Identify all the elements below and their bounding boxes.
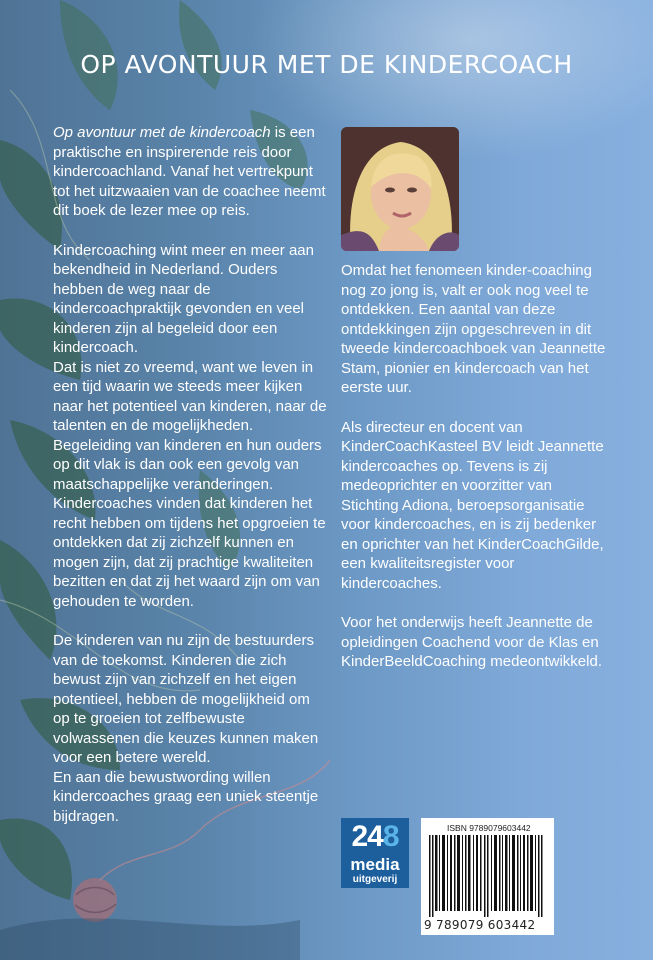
paragraph-toekomst: De kinderen van nu zijn de bestuurders van de toekomst. Kinderen die zich bewust zijn van zichzelf en het eigen potentieel, hebben de mogelijkheid om op te groeien tot zelfbewuste volwassenen die keuzes kunnen maken voor een betere wereld. bbox=[53, 632, 319, 766]
paragraph-kindercoaching: Kindercoaching wint meer en meer aan bekendheid in Nederland. Ouders hebben de weg naar de kindercoachpraktijk gevonden en veel kinderen zijn al begeleid door een kindercoach. bbox=[53, 241, 314, 356]
isbn-barcode bbox=[421, 818, 554, 935]
paragraph-bewustwording: En aan die bewustwording willen kindercoaches graag een uniek steentje bijdragen. bbox=[53, 768, 319, 825]
isbn-digits: 9 789079 603442 bbox=[424, 918, 536, 932]
paragraph-onderwijs: Voor het onderwijs heeft Jeannette de opleidingen Coachend voor de Klas en KinderBeeldCoaching medeontwikkeld. bbox=[341, 614, 602, 670]
logo-number-part-b: 8 bbox=[382, 820, 399, 853]
paragraph-ontdekkingen: Omdat het fenomeen kinder-coaching nog zo jong is, valt er ook nog veel te ontdekken. Een aantal van deze ontdekkingen zijn opgeschreven in dit tweede kindercoachboek van Jeannette Stam, pionier en kindercoach van het eerste uur. bbox=[341, 262, 606, 396]
isbn-label: ISBN 9789079603442 bbox=[447, 823, 531, 833]
logo-number-part-a: 24 bbox=[351, 820, 383, 853]
author-photo bbox=[341, 127, 459, 251]
description-column-left bbox=[53, 123, 328, 826]
paragraph-tijdgeest: Dat is niet zo vreemd, want we leven in een tijd waarin we steeds meer kijken naar het potentieel van kinderen, naar de talenten en de mogelijkheden. Begeleiding van kinderen en hun ouders op dit vlak is dan ook een gevolg van maatschappelijke veranderingen. Kindercoaches vinden dat kinderen het recht hebben om tijdens het opgroeien te ontdekken dat zij zichzelf kunnen en mogen zijn, dat zij prachtige kwaliteiten bezitten en dat zij het waard zijn om van gehouden te worden. bbox=[53, 358, 327, 610]
publisher-logo-sub: uitgeverij bbox=[352, 874, 398, 885]
intro-text: is een praktische en inspirerende reis door kindercoachland. Vanaf het vertrekpunt tot het uitzwaaien van de coachee neemt dit boek de lezer mee op reis. bbox=[53, 124, 326, 219]
paragraph-directeur: Als directeur en docent van KinderCoachKasteel BV leidt Jeannette kindercoaches op. Tevens is zij medeoprichter en voorzitter van Stichting Adiona, beroepsorganisatie voor kindercoaches, en is zij bedenker en oprichter van het KinderCoachGilde, een kwaliteitsregister voor kindercoaches. bbox=[341, 418, 604, 592]
book-title-italic: Op avontuur met de kindercoach bbox=[53, 124, 271, 141]
publisher-logo bbox=[341, 818, 409, 888]
description-column-right bbox=[341, 261, 611, 692]
barcode-bars bbox=[429, 835, 546, 917]
intro-paragraph bbox=[53, 123, 328, 221]
publisher-logo-word: media bbox=[350, 855, 400, 874]
book-title: OP AVONTUUR MET DE KINDERCOACH bbox=[80, 50, 573, 79]
publisher-logo-number bbox=[341, 820, 409, 854]
